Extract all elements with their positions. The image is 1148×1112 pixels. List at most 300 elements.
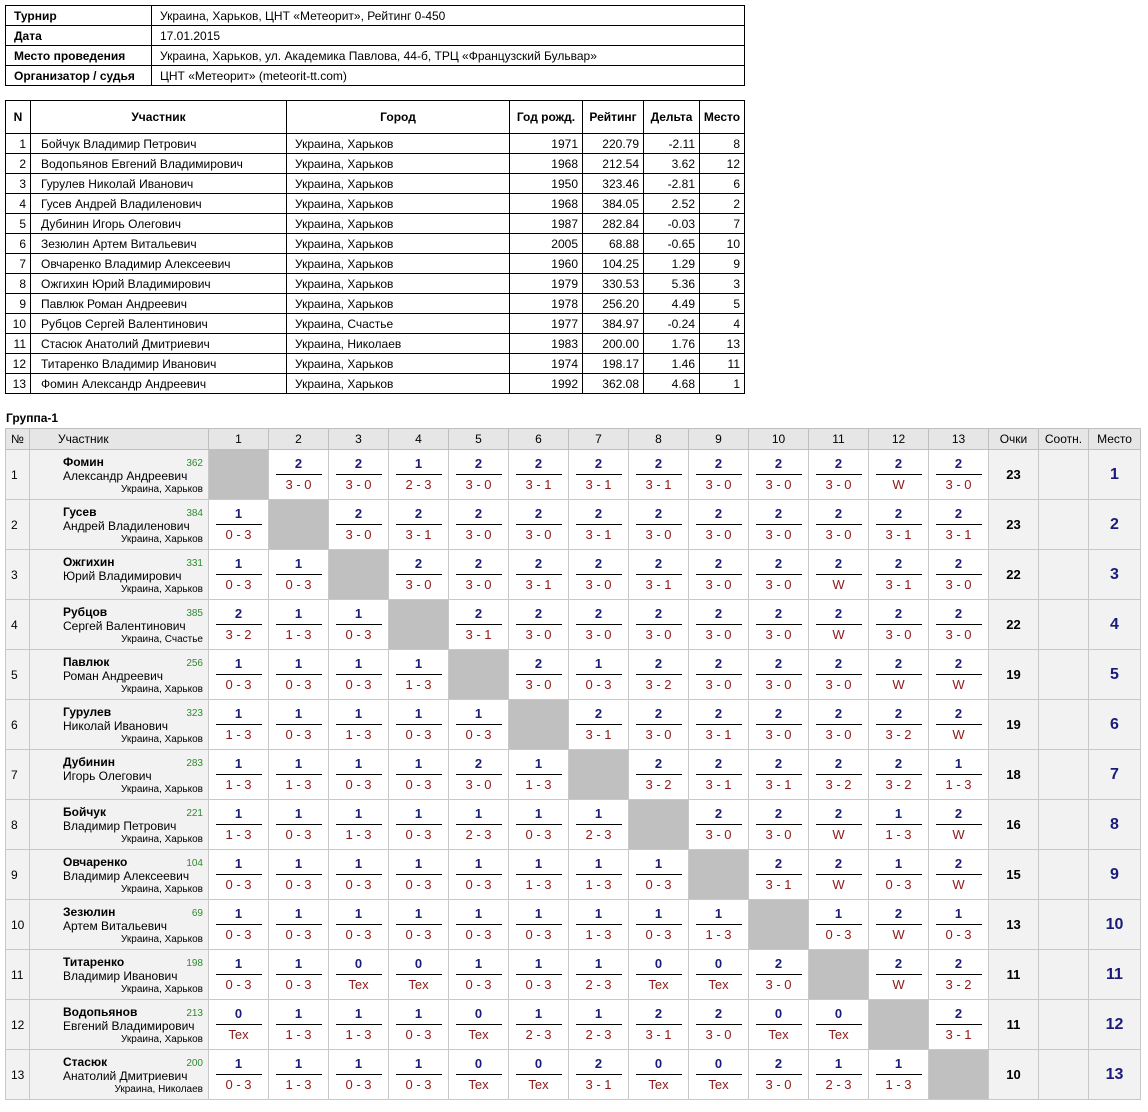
match-cell xyxy=(389,650,449,700)
player-surname: Павлюк xyxy=(63,655,110,669)
match-score: 3 - 0 xyxy=(945,627,972,642)
match-cell xyxy=(209,1050,269,1100)
match-cell xyxy=(449,700,509,750)
match-cell xyxy=(629,1050,689,1100)
match-cell xyxy=(569,550,629,600)
player-first-name: Игорь Олегович xyxy=(63,769,152,783)
match-cell xyxy=(449,1000,509,1050)
grid-player-cell xyxy=(30,950,209,1000)
match-score: 0 - 3 xyxy=(825,927,852,942)
match-divider xyxy=(576,474,622,475)
player-points-total: 19 xyxy=(989,700,1039,750)
participant-birth-year: 1987 xyxy=(510,214,583,234)
match-points: 0 xyxy=(834,1006,843,1021)
player-surname: Ожгихин xyxy=(63,555,115,569)
match-score: 3 - 2 xyxy=(645,777,672,792)
match-score: 3 - 1 xyxy=(705,727,732,742)
match-divider xyxy=(816,624,862,625)
match-score: 0 - 3 xyxy=(465,927,492,942)
participant-row xyxy=(6,354,745,374)
participant-number: 2 xyxy=(6,154,31,174)
player-city: Украина, Харьков xyxy=(121,884,203,895)
grid-row-number: 2 xyxy=(6,500,30,550)
match-cell xyxy=(569,650,629,700)
match-cell xyxy=(629,900,689,950)
match-points: 1 xyxy=(294,856,303,871)
match-cell xyxy=(749,850,809,900)
match-score: 3 - 1 xyxy=(585,477,612,492)
match-score: 3 - 0 xyxy=(705,527,732,542)
match-score: 3 - 0 xyxy=(465,577,492,592)
info-row xyxy=(6,6,745,26)
participant-rating: 384.05 xyxy=(583,194,644,214)
match-divider xyxy=(636,624,682,625)
match-divider xyxy=(876,774,922,775)
match-divider xyxy=(696,1024,742,1025)
match-divider xyxy=(816,774,862,775)
match-cell xyxy=(449,850,509,900)
match-score: 1 - 3 xyxy=(885,827,912,842)
grid-row-number: 9 xyxy=(6,850,30,900)
participant-name: Титаренко Владимир Иванович xyxy=(31,354,287,374)
match-points: 1 xyxy=(474,956,483,971)
match-points: 2 xyxy=(534,556,543,571)
match-divider xyxy=(336,1074,382,1075)
match-score: 3 - 0 xyxy=(705,577,732,592)
match-points: 2 xyxy=(534,606,543,621)
participant-number: 11 xyxy=(6,334,31,354)
match-cell xyxy=(509,950,569,1000)
info-row xyxy=(6,66,745,86)
match-points: 1 xyxy=(354,1056,363,1071)
match-score: 1 - 3 xyxy=(705,927,732,942)
match-points: 2 xyxy=(414,556,423,571)
match-cell xyxy=(929,600,989,650)
match-score: 3 - 1 xyxy=(525,477,552,492)
match-points: 1 xyxy=(234,806,243,821)
player-points-total: 10 xyxy=(989,1050,1039,1100)
match-score: 0 - 3 xyxy=(525,927,552,942)
participant-name: Павлюк Роман Андреевич xyxy=(31,294,287,314)
match-score: 3 - 0 xyxy=(465,527,492,542)
grid-header-opponent: 10 xyxy=(749,429,809,450)
player-surname: Титаренко xyxy=(63,955,125,969)
match-cell xyxy=(209,850,269,900)
participant-number: 9 xyxy=(6,294,31,314)
grid-player-cell xyxy=(30,800,209,850)
match-points: 1 xyxy=(534,906,543,921)
participant-place: 7 xyxy=(700,214,745,234)
grid-header-ratio: Соотн. xyxy=(1039,429,1089,450)
match-divider xyxy=(516,974,562,975)
participant-delta: -0.24 xyxy=(644,314,700,334)
match-cell xyxy=(809,700,869,750)
match-divider xyxy=(336,874,382,875)
match-cell xyxy=(569,1000,629,1050)
match-points: 1 xyxy=(414,856,423,871)
match-score: 1 - 3 xyxy=(945,777,972,792)
match-score: 0 - 3 xyxy=(285,877,312,892)
match-divider xyxy=(936,524,982,525)
grid-diagonal-cell xyxy=(329,550,389,600)
match-points: 2 xyxy=(834,506,843,521)
match-divider xyxy=(456,724,502,725)
match-divider xyxy=(216,974,262,975)
match-cell xyxy=(749,750,809,800)
match-cell xyxy=(569,500,629,550)
match-divider xyxy=(696,574,742,575)
match-cell xyxy=(689,950,749,1000)
match-divider xyxy=(816,474,862,475)
info-value: Украина, Харьков, ул. Академика Павлова, 44-б, ТРЦ «Французский Бульвар» xyxy=(152,46,745,66)
match-points: 1 xyxy=(414,806,423,821)
match-score: W xyxy=(952,677,965,692)
match-divider xyxy=(936,574,982,575)
match-divider xyxy=(216,824,262,825)
grid-header-opponent: 5 xyxy=(449,429,509,450)
grid-row-number: 10 xyxy=(6,900,30,950)
match-points: 2 xyxy=(774,656,783,671)
match-points: 2 xyxy=(834,806,843,821)
match-points: 2 xyxy=(714,506,723,521)
match-score: 3 - 0 xyxy=(705,627,732,642)
match-points: 2 xyxy=(954,456,963,471)
match-points: 2 xyxy=(714,1006,723,1021)
participant-row xyxy=(6,374,745,394)
match-score: 3 - 1 xyxy=(585,1077,612,1092)
match-score: 3 - 1 xyxy=(945,527,972,542)
match-points: 1 xyxy=(234,1056,243,1071)
match-divider xyxy=(576,974,622,975)
match-points: 2 xyxy=(654,556,663,571)
grid-row-number: 4 xyxy=(6,600,30,650)
match-points: 1 xyxy=(414,1056,423,1071)
match-points: 2 xyxy=(714,556,723,571)
player-ratio xyxy=(1039,850,1089,900)
match-score: 3 - 2 xyxy=(225,627,252,642)
participant-birth-year: 1971 xyxy=(510,134,583,154)
player-surname: Водопьянов xyxy=(63,1005,138,1019)
match-cell xyxy=(629,550,689,600)
match-divider xyxy=(216,774,262,775)
match-divider xyxy=(756,474,802,475)
participant-place: 9 xyxy=(700,254,745,274)
grid-row xyxy=(6,950,1141,1000)
participant-city: Украина, Счастье xyxy=(287,314,510,334)
participant-row xyxy=(6,274,745,294)
match-cell xyxy=(629,850,689,900)
match-divider xyxy=(396,824,442,825)
match-cell xyxy=(689,1000,749,1050)
match-score: W xyxy=(832,627,845,642)
grid-header-opponent: 1 xyxy=(209,429,269,450)
grid-diagonal-cell xyxy=(869,1000,929,1050)
match-divider xyxy=(456,574,502,575)
match-divider xyxy=(456,1024,502,1025)
info-key: Дата xyxy=(6,26,152,46)
match-score: 0 - 3 xyxy=(285,677,312,692)
participant-place: 6 xyxy=(700,174,745,194)
match-score: 0 - 3 xyxy=(285,977,312,992)
grid-header-opponent: 8 xyxy=(629,429,689,450)
match-cell xyxy=(509,650,569,700)
match-score: 3 - 0 xyxy=(705,827,732,842)
match-points: 1 xyxy=(594,856,603,871)
match-cell xyxy=(449,500,509,550)
grid-player-cell xyxy=(30,900,209,950)
match-score: 3 - 0 xyxy=(585,577,612,592)
match-score: Tex xyxy=(228,1027,249,1042)
match-score: 0 - 3 xyxy=(405,727,432,742)
grid-row xyxy=(6,1050,1141,1100)
grid-diagonal-cell xyxy=(749,900,809,950)
participant-delta: -0.03 xyxy=(644,214,700,234)
match-score: 3 - 1 xyxy=(525,577,552,592)
match-score: 3 - 0 xyxy=(945,477,972,492)
grid-diagonal-cell xyxy=(389,600,449,650)
match-divider xyxy=(456,974,502,975)
player-rating: 323 xyxy=(186,708,203,719)
match-points: 0 xyxy=(714,956,723,971)
grid-header-place: Место xyxy=(1089,429,1141,450)
match-cell xyxy=(329,1000,389,1050)
match-points: 1 xyxy=(594,956,603,971)
match-cell xyxy=(389,1000,449,1050)
participant-delta: -2.81 xyxy=(644,174,700,194)
match-divider xyxy=(876,624,922,625)
match-score: 3 - 1 xyxy=(765,877,792,892)
player-points-total: 23 xyxy=(989,450,1039,500)
grid-player-cell xyxy=(30,600,209,650)
player-rating: 104 xyxy=(186,858,203,869)
match-cell xyxy=(329,800,389,850)
match-cell xyxy=(869,550,929,600)
match-cell xyxy=(509,500,569,550)
match-score: 1 - 3 xyxy=(885,1077,912,1092)
match-divider xyxy=(756,824,802,825)
grid-player-cell xyxy=(30,500,209,550)
info-key: Турнир xyxy=(6,6,152,26)
match-score: 3 - 2 xyxy=(645,677,672,692)
match-cell xyxy=(749,500,809,550)
match-points: 2 xyxy=(654,456,663,471)
match-divider xyxy=(756,1074,802,1075)
match-cell xyxy=(509,800,569,850)
player-surname: Овчаренко xyxy=(63,855,128,869)
match-points: 1 xyxy=(534,1006,543,1021)
grid-diagonal-cell xyxy=(569,750,629,800)
match-points: 1 xyxy=(834,906,843,921)
participant-delta: 5.36 xyxy=(644,274,700,294)
match-divider xyxy=(816,1074,862,1075)
match-points: 2 xyxy=(534,456,543,471)
match-cell xyxy=(929,450,989,500)
player-surname: Фомин xyxy=(63,455,104,469)
player-points-total: 22 xyxy=(989,600,1039,650)
player-place: 3 xyxy=(1089,550,1141,600)
match-points: 2 xyxy=(894,506,903,521)
match-points: 2 xyxy=(834,656,843,671)
player-points-total: 19 xyxy=(989,650,1039,700)
match-cell xyxy=(329,500,389,550)
grid-header-opponent: 13 xyxy=(929,429,989,450)
grid-row-number: 13 xyxy=(6,1050,30,1100)
match-divider xyxy=(396,1024,442,1025)
match-score: 0 - 3 xyxy=(465,727,492,742)
match-divider xyxy=(336,524,382,525)
match-points: 1 xyxy=(294,706,303,721)
match-divider xyxy=(516,874,562,875)
match-divider xyxy=(276,574,322,575)
match-divider xyxy=(936,474,982,475)
match-score: 3 - 0 xyxy=(765,827,792,842)
player-rating: 256 xyxy=(186,658,203,669)
group-crosstable xyxy=(5,428,1141,1100)
match-score: 2 - 3 xyxy=(405,477,432,492)
match-score: 3 - 0 xyxy=(765,527,792,542)
match-cell xyxy=(929,800,989,850)
match-points: 2 xyxy=(894,456,903,471)
match-score: 2 - 3 xyxy=(465,827,492,842)
grid-header-opponent: 11 xyxy=(809,429,869,450)
col-header-participant: Участник xyxy=(31,101,287,134)
match-score: 0 - 3 xyxy=(225,877,252,892)
match-cell xyxy=(689,1050,749,1100)
match-cell xyxy=(869,700,929,750)
match-divider xyxy=(336,624,382,625)
match-score: 3 - 2 xyxy=(885,727,912,742)
participant-birth-year: 1968 xyxy=(510,194,583,214)
grid-player-cell xyxy=(30,1000,209,1050)
player-rating: 200 xyxy=(186,1058,203,1069)
participant-row xyxy=(6,334,745,354)
match-divider xyxy=(696,674,742,675)
participant-name: Бойчук Владимир Петрович xyxy=(31,134,287,154)
match-divider xyxy=(636,574,682,575)
match-score: 0 - 3 xyxy=(945,927,972,942)
player-first-name: Юрий Владимирович xyxy=(63,569,182,583)
match-cell xyxy=(269,900,329,950)
match-divider xyxy=(336,474,382,475)
match-cell xyxy=(509,750,569,800)
match-cell xyxy=(809,650,869,700)
match-score: 3 - 0 xyxy=(645,727,672,742)
info-row xyxy=(6,46,745,66)
participant-number: 5 xyxy=(6,214,31,234)
match-points: 2 xyxy=(894,656,903,671)
grid-diagonal-cell xyxy=(209,450,269,500)
match-divider xyxy=(336,1024,382,1025)
match-points: 2 xyxy=(954,606,963,621)
match-cell xyxy=(209,500,269,550)
match-points: 2 xyxy=(474,506,483,521)
match-cell xyxy=(869,850,929,900)
match-cell xyxy=(269,600,329,650)
grid-diagonal-cell xyxy=(449,650,509,700)
match-cell xyxy=(809,500,869,550)
match-score: W xyxy=(892,927,905,942)
match-divider xyxy=(216,724,262,725)
match-score: 3 - 0 xyxy=(825,727,852,742)
player-first-name: Сергей Валентинович xyxy=(63,619,186,633)
match-points: 1 xyxy=(294,656,303,671)
match-divider xyxy=(936,674,982,675)
player-city: Украина, Харьков xyxy=(121,784,203,795)
participant-row xyxy=(6,314,745,334)
match-cell xyxy=(329,700,389,750)
match-points: 1 xyxy=(654,856,663,871)
match-points: 2 xyxy=(654,756,663,771)
match-points: 2 xyxy=(834,756,843,771)
match-cell xyxy=(629,450,689,500)
match-divider xyxy=(516,524,562,525)
match-cell xyxy=(629,600,689,650)
info-key: Место проведения xyxy=(6,46,152,66)
participant-rating: 323.46 xyxy=(583,174,644,194)
match-divider xyxy=(696,974,742,975)
match-score: 3 - 0 xyxy=(825,527,852,542)
player-first-name: Александр Андреевич xyxy=(63,469,188,483)
player-ratio xyxy=(1039,800,1089,850)
match-cell xyxy=(749,800,809,850)
match-points: 1 xyxy=(354,656,363,671)
grid-header-opponent: 2 xyxy=(269,429,329,450)
match-points: 1 xyxy=(414,756,423,771)
match-cell xyxy=(869,750,929,800)
participant-birth-year: 1978 xyxy=(510,294,583,314)
match-cell xyxy=(809,900,869,950)
match-points: 2 xyxy=(954,656,963,671)
match-divider xyxy=(456,924,502,925)
match-points: 2 xyxy=(834,706,843,721)
participant-number: 1 xyxy=(6,134,31,154)
match-score: 0 - 3 xyxy=(525,827,552,842)
grid-row xyxy=(6,900,1141,950)
participants-table xyxy=(5,100,745,394)
match-points: 2 xyxy=(594,506,603,521)
match-points: 2 xyxy=(594,556,603,571)
match-divider xyxy=(396,724,442,725)
match-cell xyxy=(569,900,629,950)
participant-place: 13 xyxy=(700,334,745,354)
participant-number: 13 xyxy=(6,374,31,394)
grid-player-cell xyxy=(30,650,209,700)
match-cell xyxy=(209,700,269,750)
match-score: 3 - 1 xyxy=(645,577,672,592)
match-cell xyxy=(389,700,449,750)
match-points: 2 xyxy=(654,1006,663,1021)
match-score: 3 - 2 xyxy=(945,977,972,992)
match-cell xyxy=(209,1000,269,1050)
player-city: Украина, Харьков xyxy=(121,484,203,495)
match-score: 1 - 3 xyxy=(345,827,372,842)
match-cell xyxy=(749,450,809,500)
grid-row xyxy=(6,750,1141,800)
match-divider xyxy=(216,924,262,925)
match-points: 2 xyxy=(834,856,843,871)
match-divider xyxy=(576,1074,622,1075)
match-divider xyxy=(576,924,622,925)
match-points: 2 xyxy=(714,806,723,821)
match-cell xyxy=(389,750,449,800)
match-points: 1 xyxy=(534,806,543,821)
match-cell xyxy=(809,600,869,650)
match-score: 3 - 1 xyxy=(885,577,912,592)
match-divider xyxy=(516,474,562,475)
match-score: 3 - 1 xyxy=(645,477,672,492)
participant-name: Водопьянов Евгений Владимирович xyxy=(31,154,287,174)
match-divider xyxy=(696,774,742,775)
